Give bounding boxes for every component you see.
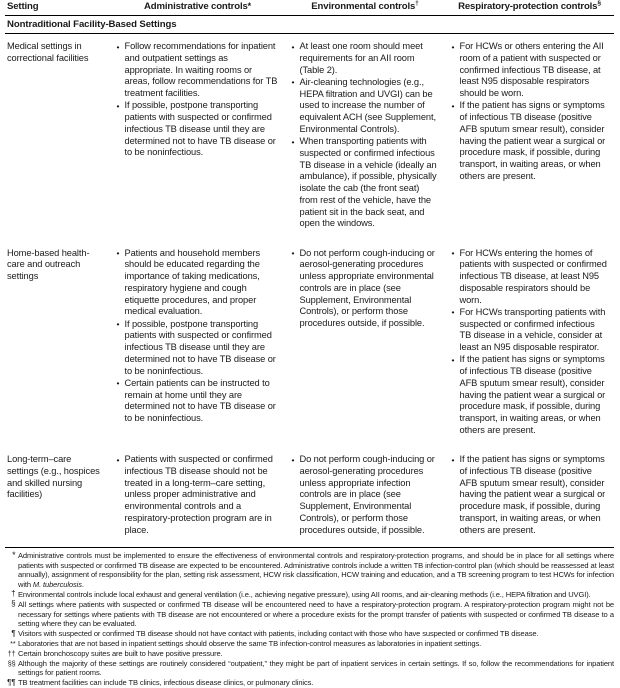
footnote <box>5 629 614 639</box>
section-title: Nontraditional Facility-Based Settings <box>5 16 614 34</box>
column-header-administrative <box>110 0 285 16</box>
section-header-row <box>5 16 614 34</box>
bullet-list <box>116 454 278 536</box>
bullet-item: • If the patient has signs or symptoms of infectious TB disease (positive AFB sputum smear result), consider having the patient wear a surgical or procedure mask, if possible, during transport, in waiting areas, or when others are present. <box>451 454 607 536</box>
administrative-controls-cell <box>110 241 285 448</box>
infection-control-table <box>5 0 614 547</box>
column-header-respiratory <box>445 0 614 16</box>
bullet-list <box>291 41 438 230</box>
bullet-item: • Certain patients can be instructed to remain at home until they are determined not to have TB disease or to be noninfectious. <box>116 378 278 425</box>
footnote-text: Visitors with suspected or confirmed TB disease should not have contact with patients, including contact with those who have suspected or confirmed TB disease. <box>18 629 539 639</box>
column-header-environmental-label: Environmental controls <box>311 1 416 12</box>
footnote-text: TB treatment facilities can include TB clinics, infectious disease clinics, or pulmonary clinics. <box>18 678 314 688</box>
table-header <box>5 0 614 16</box>
bullet-item: • If possible, postpone transporting patients with suspected or confirmed infectious TB disease until they are determined not to have TB disease or to be noninfectious. <box>116 319 278 378</box>
column-header-environmental <box>285 0 445 16</box>
bullet-list <box>291 454 438 536</box>
bullet-item: • When transporting patients with suspected or confirmed infectious TB disease in a vehicle (ideally an ambulance), if possible, physically isolate the cab (the front seat) from rest of the vehicle, have the patient sit in the back seat, and open the windows. <box>291 136 438 230</box>
bullet-list <box>451 454 607 536</box>
bullet-list <box>116 248 278 425</box>
footnote <box>5 600 614 629</box>
bullet-item: • Patients with suspected or confirmed infectious TB disease should not be treated in a long-term–care setting, unless proper administrative and environmental controls and a respiratory-protection program are in place. <box>116 454 278 536</box>
table-body <box>5 16 614 547</box>
bullet-item: • Air-cleaning technologies (e.g., HEPA filtration and UVGI) can be used to increase the number of equivalent ACH (see Supplement, Environmental Controls). <box>291 77 438 136</box>
footnote-marker: * <box>12 549 16 560</box>
footnote-marker: ** <box>10 638 16 648</box>
environmental-controls-cell <box>285 447 445 547</box>
respiratory-protection-cell <box>445 34 614 241</box>
footnote-text: Although the majority of these settings are routinely considered “outpatient,” they might be part of inpatient services in certain settings. If so, follow the recommendations for inpatient settings for patient rooms. <box>18 658 614 678</box>
footnote-text: All settings where patients with suspected or confirmed TB disease will be encountered need to have a respiratory-protection program. A respiratory-protection program might not be necessary for settings where patients with TB disease are not encountered or where a procedure exists for the prompt transfer of patients with suspected or confirmed TB disease to a setting where they can be evaluated. <box>18 599 614 629</box>
footnote-marker: §§ <box>7 658 16 668</box>
bullet-item: • If the patient has signs or symptoms of infectious TB disease (positive AFB sputum smear result), consider having the patient wear a surgical or procedure mask, if possible, during transport, in waiting areas, or when others are present. <box>451 100 607 182</box>
environmental-controls-cell <box>285 34 445 241</box>
footnote <box>5 639 614 649</box>
bullet-item: • At least one room should meet requirements for an AII room (Table 2). <box>291 41 438 76</box>
footnote-marker-dagger: † <box>415 0 419 7</box>
respiratory-protection-cell <box>445 241 614 448</box>
footnote-text: Laboratories that are not based in inpatient settings should observe the same TB infection-control measures as laboratories in inpatient settings. <box>18 638 482 648</box>
footnote <box>5 678 614 688</box>
footnote-marker: § <box>11 599 16 609</box>
bullet-item: • If the patient has signs or symptoms of infectious TB disease (positive AFB sputum smear result), consider having the patient wear a surgical or procedure mask, if possible, during transport, in waiting areas, or when others are present. <box>451 354 607 436</box>
column-header-respiratory-label: Respiratory-protection controls <box>458 1 598 12</box>
footnote-text: Certain bronchoscopy suites are built to have positive pressure. <box>18 648 223 658</box>
footnote-marker: † <box>11 589 16 599</box>
bullet-item: • For HCWs transporting patients with suspected or confirmed infectious TB disease in a vehicle, consider at least an N95 disposable respirator. <box>451 307 607 354</box>
bullet-item: • If possible, postpone transporting patients with suspected or confirmed infectious TB disease until they are determined not to have TB disease or to be noninfectious. <box>116 100 278 159</box>
bullet-list <box>451 41 607 183</box>
respiratory-protection-cell <box>445 447 614 547</box>
column-header-administrative-label: Administrative controls <box>143 1 248 12</box>
footnote-marker: ¶¶ <box>7 677 16 687</box>
bullet-item: • Do not perform cough-inducing or aerosol-generating procedures unless appropriate environmental controls are in place (see Supplement, Environmental Controls), or perform those procedures outside, if possible. <box>291 248 438 330</box>
administrative-controls-cell <box>110 34 285 241</box>
table-header-row <box>5 0 614 16</box>
bullet-list <box>116 41 278 159</box>
footnote <box>5 590 614 600</box>
footnote-text: Administrative controls must be implemented to ensure the effectiveness of environmental controls and respiratory-protection programs, and should be in place for all settings where patients with suspected or confirmed TB disease are expected to be encountered. Administrative controls include a written TB infection-control plan (which should be reassessed at least annually), assignment of responsibility for the plan, setting risk assessment, HCW risk classification, HCW training and education, and a TB screening program to test HCWs for infection with M. tuberculosis. <box>18 550 614 590</box>
footnote-italic-term: M. tuberculosis <box>32 580 82 590</box>
footnote <box>5 551 614 590</box>
bullet-item: • For HCWs or others entering the AII room of a patient with suspected or confirmed infectious TB disease, at least N95 disposable respirators should be worn. <box>451 41 607 100</box>
bullet-item: • For HCWs entering the homes of patients with suspected or confirmed infectious TB disease, at least N95 disposable respirators should be worn. <box>451 248 607 307</box>
bullet-item: • Follow recommendations for inpatient and outpatient settings as appropriate. In waiting rooms or areas, follow recommendations for TB treatment facilities. <box>116 41 278 100</box>
table-row <box>5 447 614 547</box>
bullet-item: • Do not perform cough-inducing or aerosol-generating procedures unless appropriate infection controls are in place (see Supplement, Environmental Controls), or perform those procedures outside, if possible. <box>291 454 438 536</box>
footnote-marker: ¶ <box>11 628 16 638</box>
bullet-item: • Patients and household members should be educated regarding the importance of taking medications, respiratory hygiene and cough etiquette procedures, and proper medical evaluation. <box>116 248 278 319</box>
table-row <box>5 34 614 241</box>
footnote <box>5 649 614 659</box>
bullet-list <box>291 248 438 330</box>
administrative-controls-cell <box>110 447 285 547</box>
footnote <box>5 659 614 679</box>
column-header-setting-label: Setting <box>7 1 39 12</box>
setting-name: Home-based health-care and outreach settings <box>7 247 90 281</box>
footnotes-section <box>5 548 614 688</box>
column-header-setting <box>5 0 110 16</box>
footnote-marker-star: * <box>247 1 252 11</box>
environmental-controls-cell <box>285 241 445 448</box>
bullet-list <box>451 248 607 437</box>
table-row <box>5 241 614 448</box>
footnote-marker: †† <box>7 648 16 658</box>
footnote-marker-section: § <box>597 0 601 7</box>
footnote-text: Environmental controls include local exhaust and general ventilation (i.e., achieving negative pressure), using AII rooms, and air-cleaning methods (i.e., HEPA filtration and UVGI). <box>18 589 591 599</box>
setting-name: Medical settings in correctional facilities <box>7 41 89 63</box>
setting-name: Long-term–care settings (e.g., hospices and skilled nursing facilities) <box>7 454 100 500</box>
